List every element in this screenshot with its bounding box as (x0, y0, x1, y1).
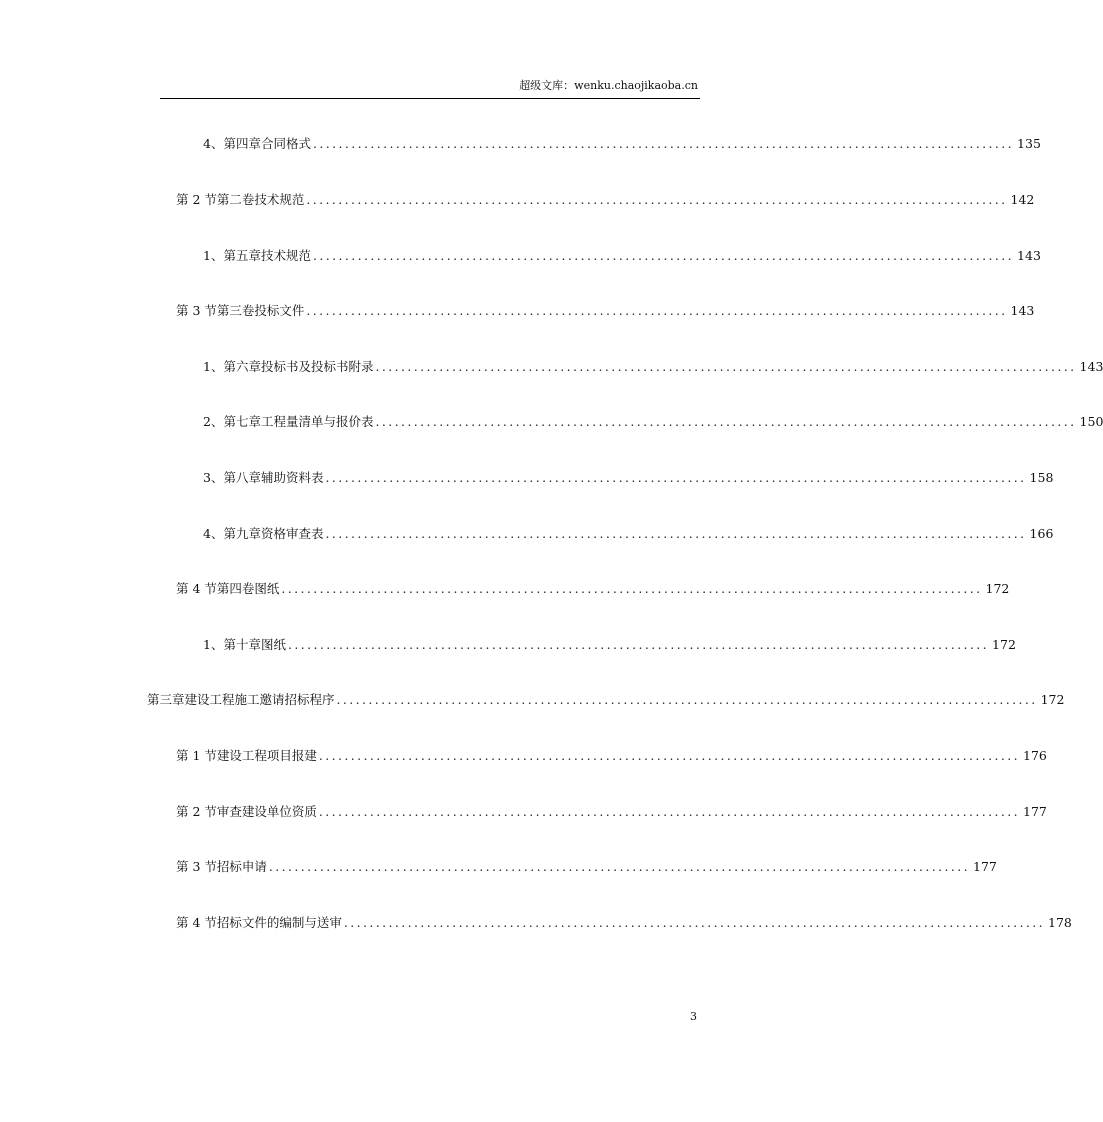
toc-entry-number: 第三章 (147, 692, 185, 707)
page-number: 3 (690, 1010, 697, 1023)
toc-dot-leader: .............................................................................................................. (336, 692, 1038, 707)
toc-entry-title: 第八章辅助资料表 (223, 470, 324, 485)
toc-dot-leader: .............................................................................................................. (306, 192, 1008, 207)
toc-entry-page: 176 (1023, 748, 1047, 763)
toc-entry-page: 177 (1023, 804, 1047, 819)
toc-entry-title: 第四卷图纸 (216, 581, 280, 596)
toc-entry-page: 143 (1017, 248, 1041, 263)
toc-entry-number: 第 4 节 (176, 915, 217, 930)
toc-entry[interactable] (176, 301, 1035, 321)
toc-entry-title: 第十章图纸 (223, 637, 286, 652)
toc-entry-page: 158 (1029, 470, 1054, 485)
toc-dot-leader: .............................................................................................................. (281, 581, 983, 596)
toc-entry-title: 审查建设单位资质 (216, 804, 317, 819)
toc-entry[interactable] (203, 412, 1103, 432)
toc-entry[interactable] (203, 134, 1041, 154)
toc-dot-leader: .............................................................................................................. (343, 915, 1045, 930)
toc-entry-page: 172 (992, 637, 1016, 652)
toc-entry-title: 第二卷技术规范 (216, 192, 305, 207)
toc-entry-number: 3、 (203, 470, 224, 485)
toc-entry-title: 招标申请 (216, 859, 267, 874)
toc-entry-number: 1、 (203, 637, 224, 652)
toc-entry-title: 第三卷投标文件 (216, 303, 305, 318)
toc-entry-title: 第四章合同格式 (223, 136, 311, 151)
toc-entry-number: 2、 (203, 414, 224, 429)
header-site-text: 超级文库：wenku.chaojikaoba.cn (519, 79, 698, 92)
toc-dot-leader: .............................................................................................................. (375, 359, 1077, 374)
toc-entry-page: 177 (973, 859, 997, 874)
toc-entry-page: 150 (1079, 414, 1103, 429)
toc-entry-number: 第 3 节 (176, 303, 217, 318)
toc-dot-leader: .............................................................................................................. (312, 136, 1015, 151)
toc-entry[interactable] (203, 357, 1103, 377)
toc-entry-number: 第 4 节 (176, 581, 217, 596)
toc-dot-leader: .............................................................................................................. (375, 414, 1077, 429)
toc-entry-title: 招标文件的编制与送审 (216, 915, 342, 930)
toc-entry[interactable] (203, 524, 1054, 544)
toc-entry-page: 143 (1010, 303, 1035, 318)
toc-entry[interactable] (203, 635, 1016, 655)
toc-entry[interactable] (176, 746, 1047, 766)
toc-entry-page: 178 (1048, 915, 1072, 930)
toc-entry[interactable] (203, 468, 1054, 488)
toc-entry-number: 第 1 节 (176, 748, 217, 763)
toc-entry-page: 142 (1010, 192, 1035, 207)
toc-dot-leader: .............................................................................................................. (287, 637, 990, 652)
toc-entry[interactable] (176, 190, 1035, 210)
toc-entry-title: 建设工程项目报建 (216, 748, 317, 763)
toc-entry-number: 4、 (203, 526, 224, 541)
toc-entry-number: 第 2 节 (176, 192, 217, 207)
toc-entry-number: 4、 (203, 136, 224, 151)
toc-entry-title: 建设工程施工邀请招标程序 (184, 692, 335, 707)
toc-dot-leader: .............................................................................................................. (318, 804, 1020, 819)
toc-dot-leader: .............................................................................................................. (312, 248, 1015, 263)
toc-entry-page: 135 (1017, 136, 1041, 151)
toc-dot-leader: .............................................................................................................. (325, 526, 1027, 541)
toc-entry-number: 第 2 节 (176, 804, 217, 819)
toc-entry-page: 166 (1029, 526, 1054, 541)
toc-entry[interactable] (176, 857, 997, 877)
toc-entry-number: 1、 (203, 248, 224, 263)
toc-dot-leader: .............................................................................................................. (268, 859, 970, 874)
toc-entry[interactable] (147, 690, 1065, 710)
toc-dot-leader: .............................................................................................................. (306, 303, 1008, 318)
toc-entry-title: 第九章资格审查表 (223, 526, 324, 541)
toc-entry-page: 172 (1040, 692, 1065, 707)
toc-entry-title: 第五章技术规范 (223, 248, 311, 263)
toc-entry[interactable] (203, 246, 1041, 266)
toc-entry[interactable] (176, 802, 1047, 822)
toc-entry-number: 1、 (203, 359, 224, 374)
toc-entry-number: 第 3 节 (176, 859, 217, 874)
toc-entry[interactable] (176, 579, 1010, 599)
toc-entry-title: 第七章工程量清单与报价表 (223, 414, 374, 429)
toc-entry-title: 第六章投标书及投标书附录 (223, 359, 374, 374)
toc-entry-page: 143 (1079, 359, 1103, 374)
toc-entry[interactable] (176, 913, 1072, 933)
toc-entry-page: 172 (985, 581, 1010, 596)
toc-dot-leader: .............................................................................................................. (325, 470, 1027, 485)
toc-dot-leader: .............................................................................................................. (318, 748, 1020, 763)
